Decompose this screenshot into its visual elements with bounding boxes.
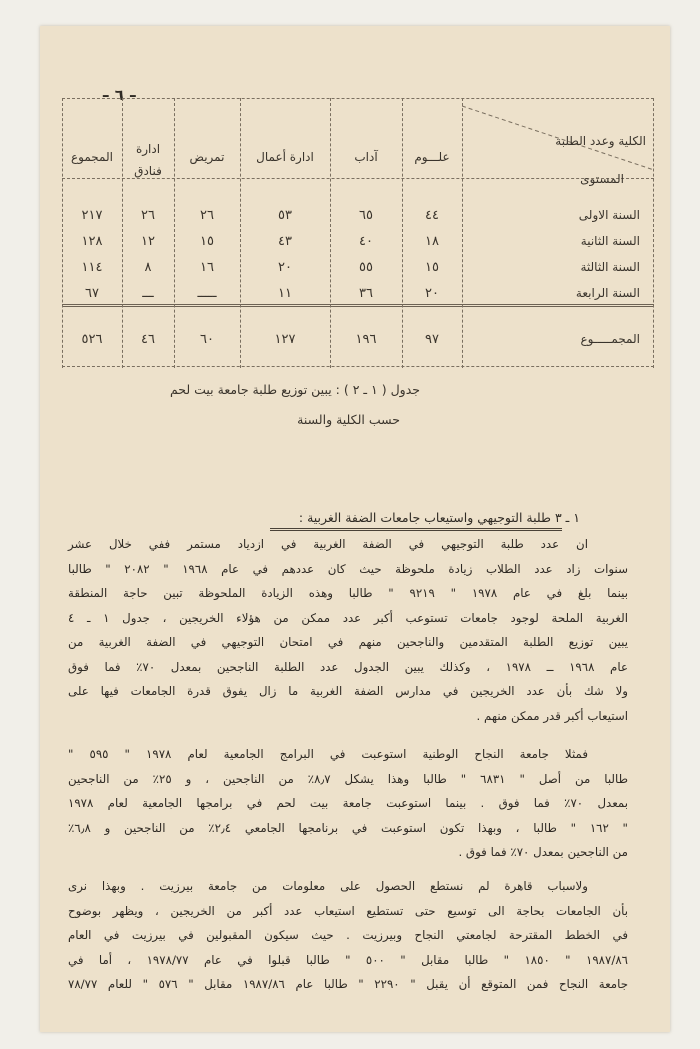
- table-column-rule: [240, 98, 241, 368]
- table-caption-line2: حسب الكلية والسنة: [297, 412, 400, 427]
- text-line: ولا شك بأن عدد الخريجين في مدارس الضفة الغربية ما زال يفوق قدرة الجامعات فيها على: [68, 684, 628, 698]
- total-cell: ١٢٧: [274, 332, 296, 347]
- column-header-business: ادارة أعمال: [256, 150, 314, 164]
- table-cell: ١٢: [141, 234, 155, 249]
- total-cell: ٥٢٦: [81, 332, 103, 347]
- header-corner-bottom: المستوى: [580, 172, 624, 186]
- section-heading: ١ ـ ٣ طلبة التوجيهي واستيعاب جامعات الضفة الغربية :: [298, 510, 580, 525]
- text-line: سنوات زاد عدد الطلاب زيادة ملحوظة حيث كان عددهم في عام ١٩٦٨ " ٢٠٨٢ " طالبا: [68, 561, 628, 576]
- table-column-rule: [62, 98, 63, 368]
- table-cell: ـــــ: [197, 286, 217, 301]
- total-cell: ٦٠: [200, 332, 214, 347]
- table-cell: ٢٠: [425, 286, 439, 301]
- text-line: يبين توزيع الطلبة المتقدمين والناجحين منهم في امتحان التوجيهي في الضفة الغربية من: [68, 635, 628, 649]
- column-header-arts: آداب: [354, 150, 378, 164]
- table-rule: [62, 366, 654, 367]
- text-line: من الناجحين بمعدل ٧٠٪ فما فوق .: [458, 845, 628, 859]
- heading-underline: [270, 528, 562, 531]
- text-line: ان عدد طلبة التوجيهي في الضفة الغربية في ازدياد مستمر ففي خلال عشر: [68, 537, 588, 551]
- table-total-rule: [62, 304, 654, 307]
- table-cell: ٢١٧: [81, 208, 103, 223]
- total-row-label: المجمـــــوع: [580, 332, 640, 346]
- table-cell: ٥٥: [359, 260, 373, 275]
- column-header-total: المجموع: [71, 150, 113, 164]
- table-cell: ١٥: [425, 260, 439, 275]
- table-cell: ١١: [278, 286, 292, 301]
- table-cell: ٤٠: [359, 234, 373, 249]
- header-corner-top: الكلية وعدد الطلبة: [555, 134, 646, 148]
- table-cell: ٦٧: [85, 286, 99, 301]
- table-cell: ٢٦: [200, 208, 214, 223]
- page-number: – ٦ –: [102, 86, 137, 104]
- column-header-nursing: تمريض: [189, 150, 225, 164]
- table-cell: ١٨: [425, 234, 439, 249]
- paragraph-3: [68, 874, 628, 997]
- text-line: ١٩٨٧/٨٦ " ١٨٥٠ " طالبا مقابل " ٥٠٠ " طالبا قبلوا في عام ١٩٧٨/٧٧ ، أما في: [68, 952, 628, 967]
- paragraph-1: [68, 532, 628, 728]
- table-cell: ٦٥: [359, 208, 373, 223]
- table-cell: ٨: [144, 260, 152, 275]
- table-cell: ٥٣: [278, 208, 292, 223]
- paragraph-2: [68, 742, 628, 865]
- total-cell: ٤٦: [141, 332, 155, 347]
- table-cell: ١٢٨: [81, 234, 103, 249]
- document-page: [40, 26, 670, 1032]
- text-line: بأن الجامعات بحاجة الى توسيع حتى تستطيع استيعاب عدد أكبر من الخريجين ، ويظهر بوضوح: [68, 903, 628, 918]
- text-line: في الخطط المقترحة لجامعتي النجاح وبيرزيت . حيث سيكون المقبولين في بيرزيت في العام: [68, 928, 628, 942]
- column-header-hotel: ادارة فنادق: [134, 142, 162, 178]
- table-cell: ـــ: [142, 286, 154, 301]
- table-cell: ٤٤: [425, 208, 439, 223]
- text-line: طالبا من أصل " ٦٨٣١ " طالبا وهذا يشكل ٨٫٧٪ من الناجحين ، و ٢٥٪ من الناجحين: [68, 771, 629, 786]
- text-line: بينما بلغ في عام ١٩٧٨ " ٩٢١٩ " طالبا وهذه الزيادة الملحوظة تبين حاجة المنطقة: [68, 586, 628, 600]
- table-cell: ١٥: [200, 234, 214, 249]
- table-cell: ١٦: [200, 260, 214, 275]
- text-line: استيعاب أكبر قدر ممكن منهم .: [476, 708, 628, 723]
- table-column-rule: [402, 98, 403, 368]
- total-cell: ٩٧: [425, 332, 439, 347]
- row-label: السنة الثانية: [580, 234, 640, 248]
- row-label: السنة الاولى: [578, 208, 640, 222]
- text-line: عام ١٩٦٨ ــ ١٩٧٨ ، وكذلك يبين الجدول عدد الطلبة الناجحين بمعدل ٧٠٪ فما فوق: [68, 659, 628, 674]
- table-caption: جدول ( ١ ـ ٢ ) : يبين توزيع طلبة جامعة بيت لحم: [169, 382, 420, 397]
- text-line: جامعة النجاح فمن المتوقع أن يقبل " ٢٢٩٠ " طالبا عام ١٩٨٧/٨٦ مقابل " ٥٧٦ " للعام ٧٨/٧٧: [68, 977, 629, 991]
- table-cell: ٢٦: [141, 208, 155, 223]
- text-line: الغربية الملحة لوجود جامعات تستوعب أكبر عدد ممكن من هؤلاء الخريجين ، جدول ١ ـ ٤: [68, 610, 628, 625]
- text-line: " ١٦٢ " طالبا ، وبهذا تكون استوعبت في برنامجها الجامعي ٢٫٤٪ من الناجحين و ٦٫٨٪: [68, 820, 628, 835]
- table-cell: ٢٠: [278, 260, 292, 275]
- table-column-rule: [174, 98, 175, 368]
- column-header-sciences: علـــوم: [414, 150, 450, 164]
- text-line: ولاسباب قاهرة لم نستطع الحصول على معلومات من جامعة بيرزيت . وبهذا نرى: [68, 879, 588, 893]
- row-label: السنة الثالثة: [580, 260, 640, 274]
- table-column-rule: [330, 98, 331, 368]
- total-cell: ١٩٦: [355, 332, 377, 347]
- row-label: السنة الرابعة: [575, 286, 640, 300]
- table-cell: ٣٦: [359, 286, 373, 301]
- enrollment-table: [62, 98, 654, 368]
- text-line: بمعدل ٧٠٪ فما فوق . بينما استوعبت جامعة بيت لحم في برامجها الجامعية لعام ١٩٧٨: [68, 796, 628, 810]
- text-line: فمثلا جامعة النجاح الوطنية استوعبت في البرامج الجامعية لعام ١٩٧٨ " ٥٩٥ ": [68, 747, 588, 761]
- table-cell: ١١٤: [81, 260, 103, 275]
- table-cell: ٤٣: [278, 234, 292, 249]
